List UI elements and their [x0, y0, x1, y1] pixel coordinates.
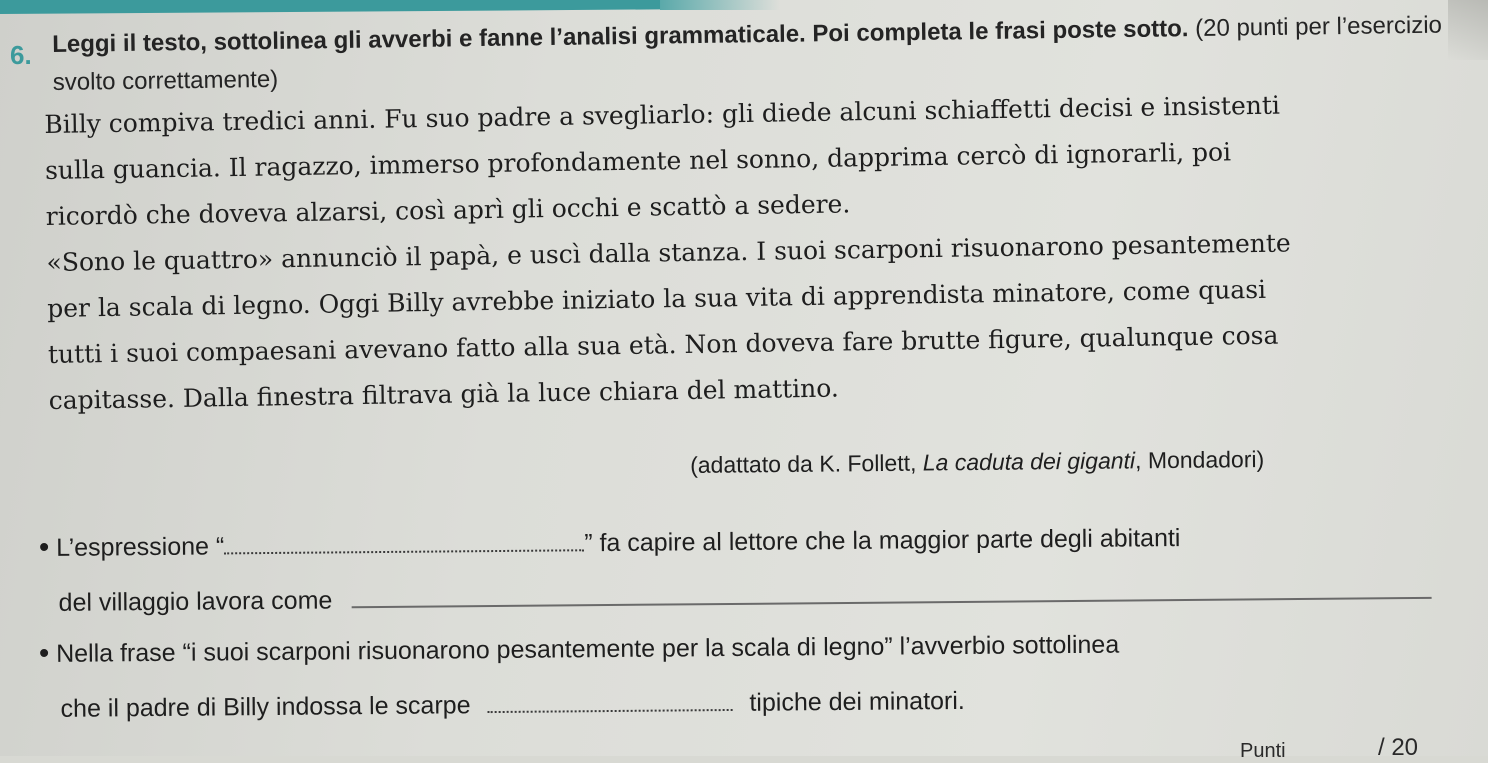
- answer-blank-2[interactable]: [351, 579, 1431, 608]
- source-suffix: , Mondadori): [1134, 445, 1265, 474]
- question-1-line-1: [40, 522, 1460, 563]
- source-title: La caduta dei giganti: [922, 447, 1136, 476]
- question-2-line-2: [40, 683, 1460, 724]
- question-1-mid: ” fa capire al lettore che la maggior parte degli abitanti: [584, 524, 1181, 558]
- passage-line: «Sono le quattro» annunciò il papà, e uscì dalla stanza. I suoi scarponi risuonarono pesantemente: [46, 228, 1291, 277]
- question-2-line-1: [40, 628, 1460, 669]
- question-2: [40, 628, 1461, 724]
- source-prefix: (adattato da K. Follett,: [690, 449, 923, 478]
- page-corner-shadow: [1448, 0, 1488, 60]
- passage-line: per la scala di legno. Oggi Billy avrebbe iniziato la sua vita di apprendista minatore, come quasi: [47, 274, 1267, 323]
- question-1-start: L’espressione “: [55, 532, 225, 562]
- question-2-line-2-end: tipiche dei minatori.: [749, 686, 965, 717]
- question-2-line-1-text: Nella frase “i suoi scarponi risuonarono pesantemente per la scala di legno” l’avverbio sottolinea: [55, 630, 1120, 668]
- reading-passage: [44, 80, 1469, 424]
- score-value: / 20: [1378, 734, 1419, 761]
- answer-blank-3[interactable]: [487, 691, 732, 713]
- question-2-line-2-start: che il padre di Billy indossa le scarpe: [60, 691, 471, 723]
- passage-line: capitasse. Dalla finestra filtrava già la luce chiara del mattino.: [48, 373, 840, 415]
- exercise-number: 6.: [10, 40, 32, 70]
- passage-line: ricordò che doveva alzarsi, così aprì gli occhi e scattò a sedere.: [45, 189, 851, 231]
- passage-line: sulla guancia. Il ragazzo, immerso profondamente nel sonno, dapprima cercò di ignorarli, poi: [44, 137, 1232, 185]
- header-color-band: [0, 0, 660, 14]
- instruction-points: (20 punti per l’esercizio svolto correttamente): [52, 11, 1443, 96]
- passage-line: tutti i suoi compaesani avevano fatto alla sua età. Non doveva fare brutte figure, qualunque cosa: [47, 320, 1279, 369]
- question-1-line-2-text: del villaggio lavora come: [58, 586, 333, 617]
- score-label: Punti: [1240, 740, 1286, 762]
- header-band-fade: [660, 0, 780, 10]
- instruction-text: Leggi il testo, sottolinea gli avverbi e fanne l’analisi grammaticale. Poi completa le frasi poste sotto.: [52, 15, 1189, 58]
- passage-line: Billy compiva tredici anni. Fu suo padre a svegliarlo: gli diede alcuni schiaffetti decisi e insistenti: [44, 90, 1281, 139]
- question-1-line-2: [40, 577, 1460, 618]
- answer-blank-1[interactable]: [224, 531, 584, 554]
- bullet-icon: [40, 543, 48, 551]
- question-1: [40, 522, 1461, 618]
- bullet-icon: [40, 649, 48, 657]
- source-citation: [690, 446, 1264, 479]
